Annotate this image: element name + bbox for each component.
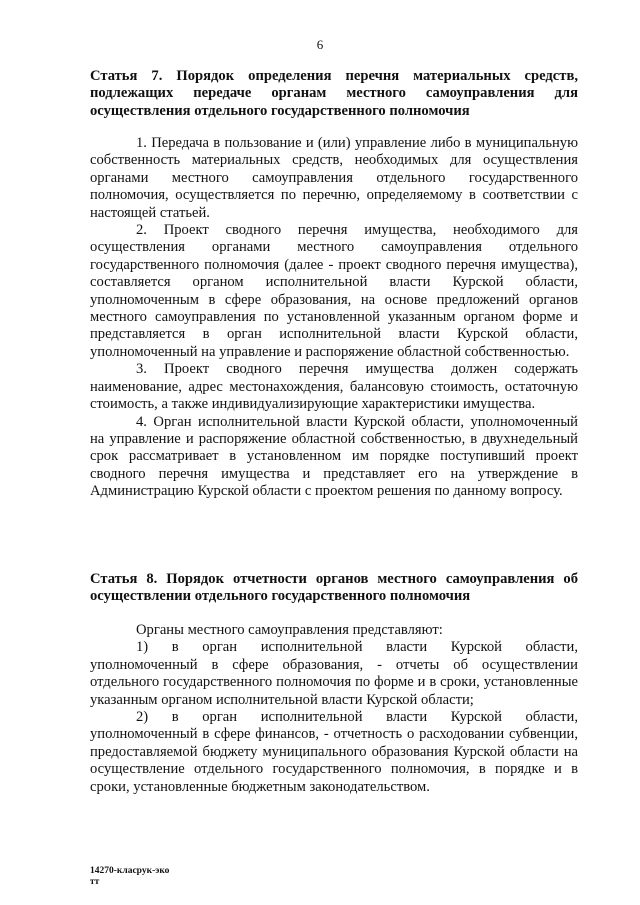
document-footer (90, 866, 169, 888)
article7-paragraph-3: 3. Проект сводного перечня имущества должен содержать наименование, адрес местонахождения, балансовую стоимость, остаточную стоимость, а также индивидуализирующие характеристики имущества. (90, 361, 578, 413)
article8-body (90, 622, 578, 796)
page-number: 6 (316, 37, 324, 52)
article7-paragraph-2: 2. Проект сводного перечня имущества, необходимого для осуществления органами местного самоуправления отдельного государственного полномочия (далее - проект сводного перечня имущества), составляется органом исполнительной власти Курской области, уполномоченным в сфере образования, на основе предложений органов местного самоуправления по установленной указанным органом форме и представляется в орган исполнительной власти Курской области, уполномоченный на управление и распоряжение областной собственностью. (90, 222, 578, 360)
article8-item1-first-line: 1) в орган исполнительной власти Курской области, (136, 639, 578, 656)
article8-item1-rest: уполномоченный в сфере образования, - отчеты об осуществлении отдельного государственного полномочия по форме и в сроки, установленные указанным органом исполнительной власти Курской области; (90, 656, 578, 708)
article7-paragraph-4: 4. Орган исполнительной власти Курской области, уполномоченный на управление и распоряжение областной собственностью, в двухнедельный срок рассматривает в установленном им порядке поступивший проект сводного перечня имущества и представляет его на утверждение в Администрацию Курской области с проектом решения по данному вопросу. (90, 413, 578, 500)
article8-item2-first-line: 2) в орган исполнительной власти Курской области, (136, 709, 578, 726)
article7-heading: Статья 7. Порядок определения перечня материальных средств, подлежащих передаче органам местного самоуправления для осуществления отдельного государственного полномочия (90, 68, 578, 119)
article8-heading: Статья 8. Порядок отчетности органов местного самоуправления об осуществлении отдельного государственного полномочия (90, 571, 578, 605)
article8-intro: Органы местного самоуправления представляют: (136, 622, 443, 638)
article8-item2-rest: уполномоченный в сфере финансов, - отчетность о расходовании субвенции, предоставляемой бюджету муниципального образования Курской области на осуществление отдельного государственного полномочия, в порядке и в сроки, установленные бюджетным законодательством. (90, 726, 578, 795)
article7-body (90, 135, 578, 501)
footer-code: 14270-класрук-эко (90, 866, 170, 876)
footer-initials: тт (90, 877, 100, 887)
article7-paragraph-1: 1. Передача в пользование и (или) управление либо в муниципальную собственность материальных средств, необходимых для осуществления органами местного самоуправления отдельного государственного полномочия, осуществляется по перечню, определяемому в соответствии с настоящей статьей. (90, 135, 578, 221)
